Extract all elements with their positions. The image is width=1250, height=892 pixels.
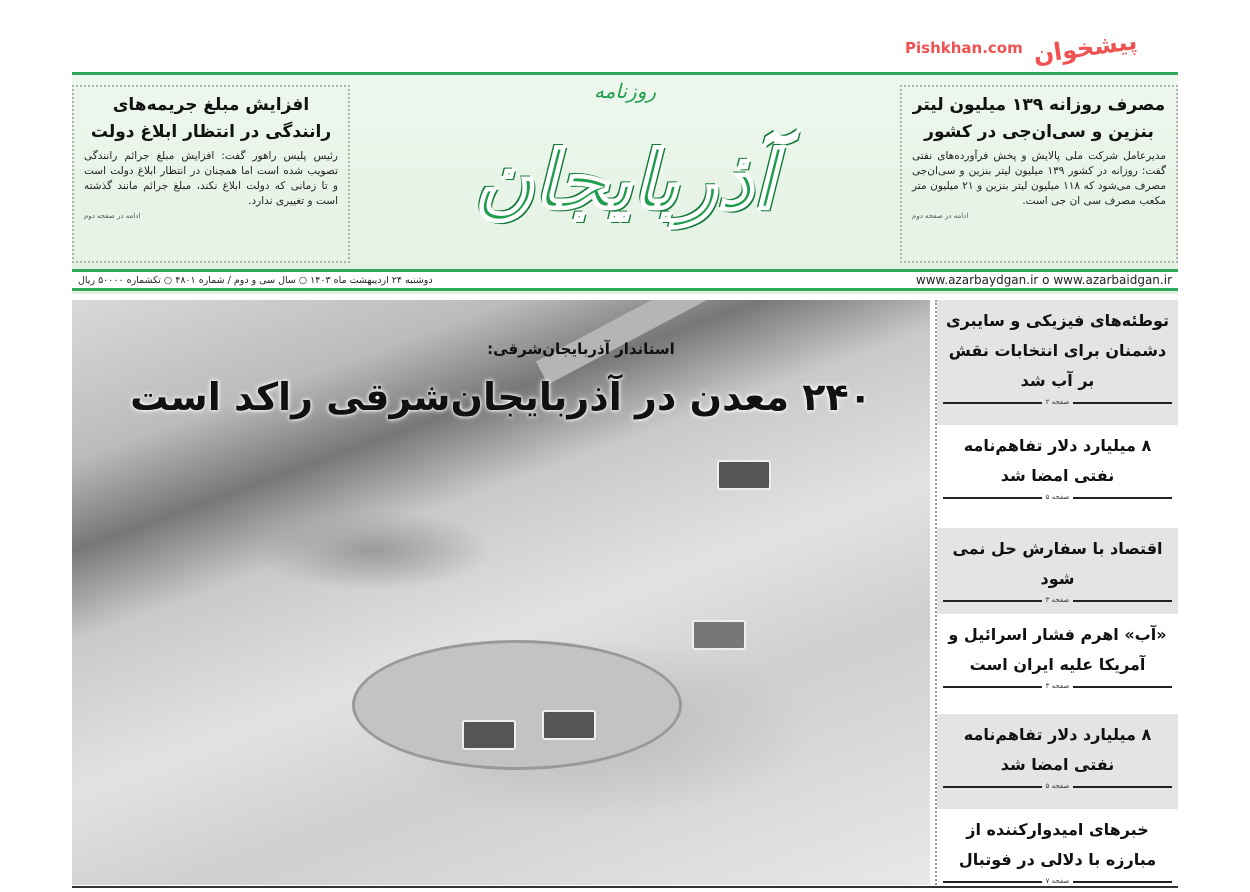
page-ref: صفحه ۵ bbox=[943, 786, 1172, 796]
photo-truck bbox=[717, 460, 771, 490]
sidebar-item[interactable] bbox=[937, 714, 1178, 809]
sidebar-title: ۸ میلیارد دلار تفاهم‌نامه نفتی امضا شد bbox=[963, 436, 1152, 485]
lead-headline[interactable]: ۲۴۰ معدن در آذربایجان‌شرقی راکد است bbox=[130, 375, 872, 419]
sidebar-title: اقتصاد با سفارش حل نمی شود bbox=[952, 539, 1163, 588]
page-ref: صفحه ۲ bbox=[943, 402, 1172, 412]
sidebar-title: «آب» اهرم فشار اسرائیل و آمریکا علیه ایران است bbox=[948, 625, 1167, 674]
watermark-en: Pishkhan.com bbox=[905, 39, 1023, 57]
masthead bbox=[72, 72, 1178, 294]
date-strip bbox=[72, 269, 1178, 291]
lead-photo-mine[interactable] bbox=[72, 300, 930, 885]
sidebar-item[interactable] bbox=[937, 300, 1178, 425]
sidebar-title: ۸ میلیارد دلار تفاهم‌نامه نفتی امضا شد bbox=[963, 725, 1152, 774]
page-ref: صفحه ۷ bbox=[943, 881, 1172, 885]
sidebar-item[interactable] bbox=[937, 614, 1178, 714]
pishkhan-watermark bbox=[905, 28, 1137, 68]
teaser-body: رئیس پلیس راهور گفت: افزایش مبلغ جرائم رانندگی تصویب شده است اما همچنان در انتظار ابلاغ دولت است و تا زمانی که دولت ابلاغ نکند، مبلغ جرائم مانند گذشته است و تغییری ندارد. bbox=[84, 150, 338, 207]
photo-truck bbox=[542, 710, 596, 740]
page-ref: صفحه ۵ bbox=[943, 497, 1172, 507]
sidebar-item[interactable] bbox=[937, 528, 1178, 614]
photo-pit bbox=[352, 640, 682, 770]
photo-excavator bbox=[692, 620, 746, 650]
sidebar-title: توطئه‌های فیزیکی و سایبری دشمنان برای انتخابات نقش بر آب شد bbox=[945, 311, 1170, 390]
teaser-title: افزایش مبلغ جریمه‌های رانندگی در انتظار ابلاغ دولت bbox=[90, 95, 332, 142]
sidebar-item[interactable] bbox=[937, 425, 1178, 528]
sidebar-title: خبرهای امیدوارکننده از مبارزه با دلالی در فوتبال bbox=[958, 820, 1157, 869]
website-urls[interactable]: www.azarbaydgan.ir o www.azarbaidgan.ir bbox=[915, 273, 1172, 287]
sidebar-headlines bbox=[935, 300, 1178, 885]
continued-note: ادامه در صفحه دوم bbox=[912, 212, 969, 220]
teaser-box-fuel[interactable] bbox=[900, 85, 1178, 263]
sidebar-item[interactable] bbox=[937, 809, 1178, 885]
lead-kicker: استاندار آذربایجان‌شرقی: bbox=[487, 340, 675, 358]
watermark-fa: پیشخوان bbox=[1031, 26, 1139, 70]
teaser-body: مدیرعامل شرکت ملی پالایش و پخش فرآورده‌های نفتی گفت: روزانه در کشور ۱۳۹ میلیون لیتر بنزین و سی‌ان‌جی مصرف می‌شود که ۱۱۸ میلیون لیتر بنزین و ۲۱ میلیون متر مکعب مصرف سی ان جی است. bbox=[912, 150, 1166, 207]
newspaper-logo bbox=[402, 75, 848, 265]
photo-truck bbox=[462, 720, 516, 750]
continued-note: ادامه در صفحه دوم bbox=[84, 212, 141, 220]
logo-title: آذربایجان bbox=[474, 133, 776, 227]
issue-date-line: دوشنبه ۲۴ اردیبهشت ماه ۱۴۰۳ ○ سال سی و دوم / شماره ۴۸۰۱ ○ تکشماره ۵۰۰۰۰ ریال bbox=[78, 274, 433, 286]
page-ref: صفحه ۳ bbox=[943, 600, 1172, 610]
teaser-title: مصرف روزانه ۱۳۹ میلیون لیتر بنزین و سی‌ان‌جی در کشور bbox=[912, 95, 1166, 142]
page-ref: صفحه ۳ bbox=[943, 686, 1172, 696]
logo-subtitle: روزنامه bbox=[593, 79, 657, 103]
teaser-box-fines[interactable] bbox=[72, 85, 350, 263]
bottom-rule bbox=[72, 886, 1178, 888]
